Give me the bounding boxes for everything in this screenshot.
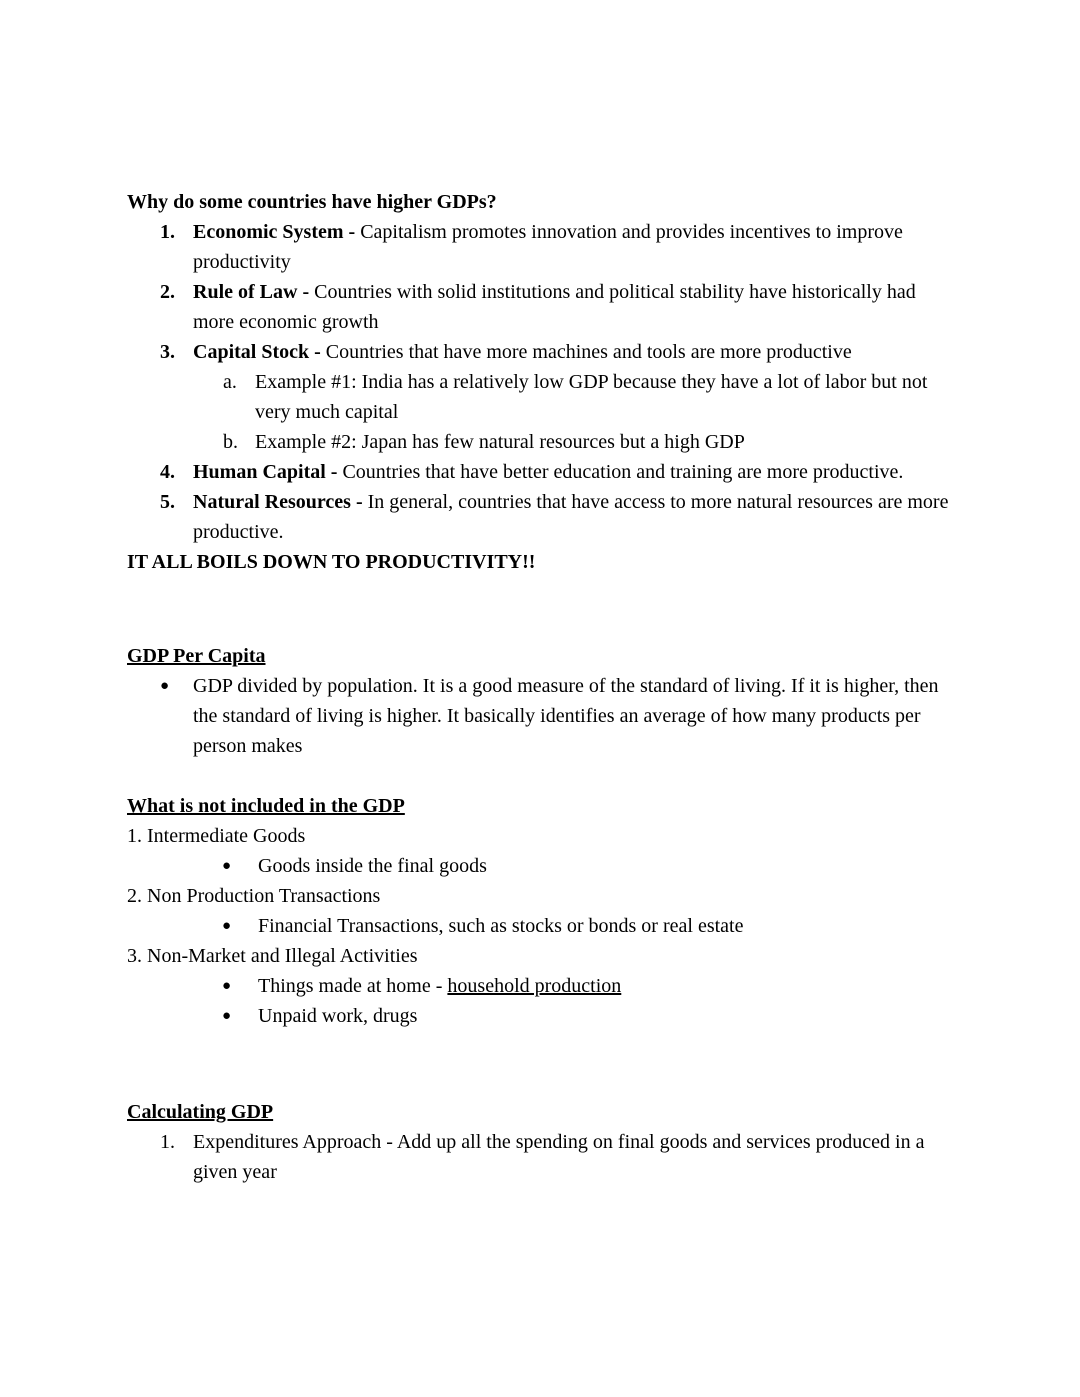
list-text: Example #1: India has a relatively low GDP because they have a lot of labor but not very much capital (255, 371, 928, 423)
bullet-item-financial-transactions (127, 911, 950, 941)
conclusion-text: IT ALL BOILS DOWN TO PRODUCTIVITY!! (127, 551, 536, 573)
list-number: 1. (160, 221, 175, 243)
bullet-text: Goods inside the final goods (258, 855, 487, 877)
bullet-text: Things made at home - (258, 975, 443, 997)
sub-item-example-japan (127, 427, 950, 457)
sub-item-example-india (127, 367, 950, 427)
list-item-expenditures-approach (127, 1127, 950, 1187)
bullet-item-household-production (127, 971, 950, 1001)
bullet-icon: ● (160, 678, 170, 694)
list-number: 5. (160, 491, 175, 513)
bullet-icon: ● (222, 1008, 232, 1024)
list-item-human-capital (127, 457, 950, 487)
heading-calculating-gdp: Calculating GDP (127, 1101, 274, 1123)
bullet-icon: ● (222, 918, 232, 934)
list-item-non-market-illegal: 3. Non-Market and Illegal Activities (127, 945, 418, 967)
list-text: In general, countries that have access to more natural resources are more productive. (193, 491, 949, 543)
list-item-rule-of-law (127, 277, 950, 337)
list-text: Capitalism promotes innovation and provides incentives to improve productivity (193, 221, 903, 273)
list-term: Human Capital - (193, 461, 338, 483)
list-text: Countries with solid institutions and political stability have historically had more economic growth (193, 281, 916, 333)
list-term: Rule of Law - (193, 281, 310, 303)
list-item-non-production-transactions: 2. Non Production Transactions (127, 885, 381, 907)
list-term: Natural Resources - (193, 491, 363, 513)
bullet-item-goods-inside (127, 851, 950, 881)
list-item-intermediate-goods: 1. Intermediate Goods (127, 825, 306, 847)
list-item-natural-resources (127, 487, 950, 547)
household-production-underline: household production (447, 975, 622, 997)
bullet-icon: ● (222, 978, 232, 994)
list-text: Countries that have better education and training are more productive. (342, 461, 904, 483)
list-letter: b. (223, 431, 238, 453)
bullet-text: Unpaid work, drugs (258, 1005, 418, 1027)
list-text: Countries that have more machines and tools are more productive (325, 341, 852, 363)
list-text: Example #2: Japan has few natural resources but a high GDP (255, 431, 745, 453)
list-item-capital-stock (127, 337, 950, 367)
heading-gdp-per-capita: GDP Per Capita (127, 645, 266, 667)
bullet-text: GDP divided by population. It is a good measure of the standard of living. If it is higher, then the standard of living is higher. It basically identifies an average of how many products per person makes (193, 675, 939, 757)
list-number: 3. (160, 341, 175, 363)
bullet-text: Financial Transactions, such as stocks or bonds or real estate (258, 915, 744, 937)
heading-why-higher-gdps: Why do some countries have higher GDPs? (127, 191, 497, 213)
list-item-economic-system (127, 217, 950, 277)
list-text: Expenditures Approach - Add up all the spending on final goods and services produced in a given year (193, 1131, 925, 1183)
list-letter: a. (223, 371, 237, 393)
list-number: 2. (160, 281, 175, 303)
list-term: Economic System - (193, 221, 356, 243)
bullet-item-unpaid-work (127, 1001, 950, 1031)
list-term: Capital Stock - (193, 341, 321, 363)
bullet-icon: ● (222, 858, 232, 874)
bullet-item-gdp-per-capita (127, 671, 950, 761)
heading-not-included-gdp: What is not included in the GDP (127, 795, 405, 817)
list-number: 4. (160, 461, 175, 483)
list-number: 1. (160, 1131, 175, 1153)
